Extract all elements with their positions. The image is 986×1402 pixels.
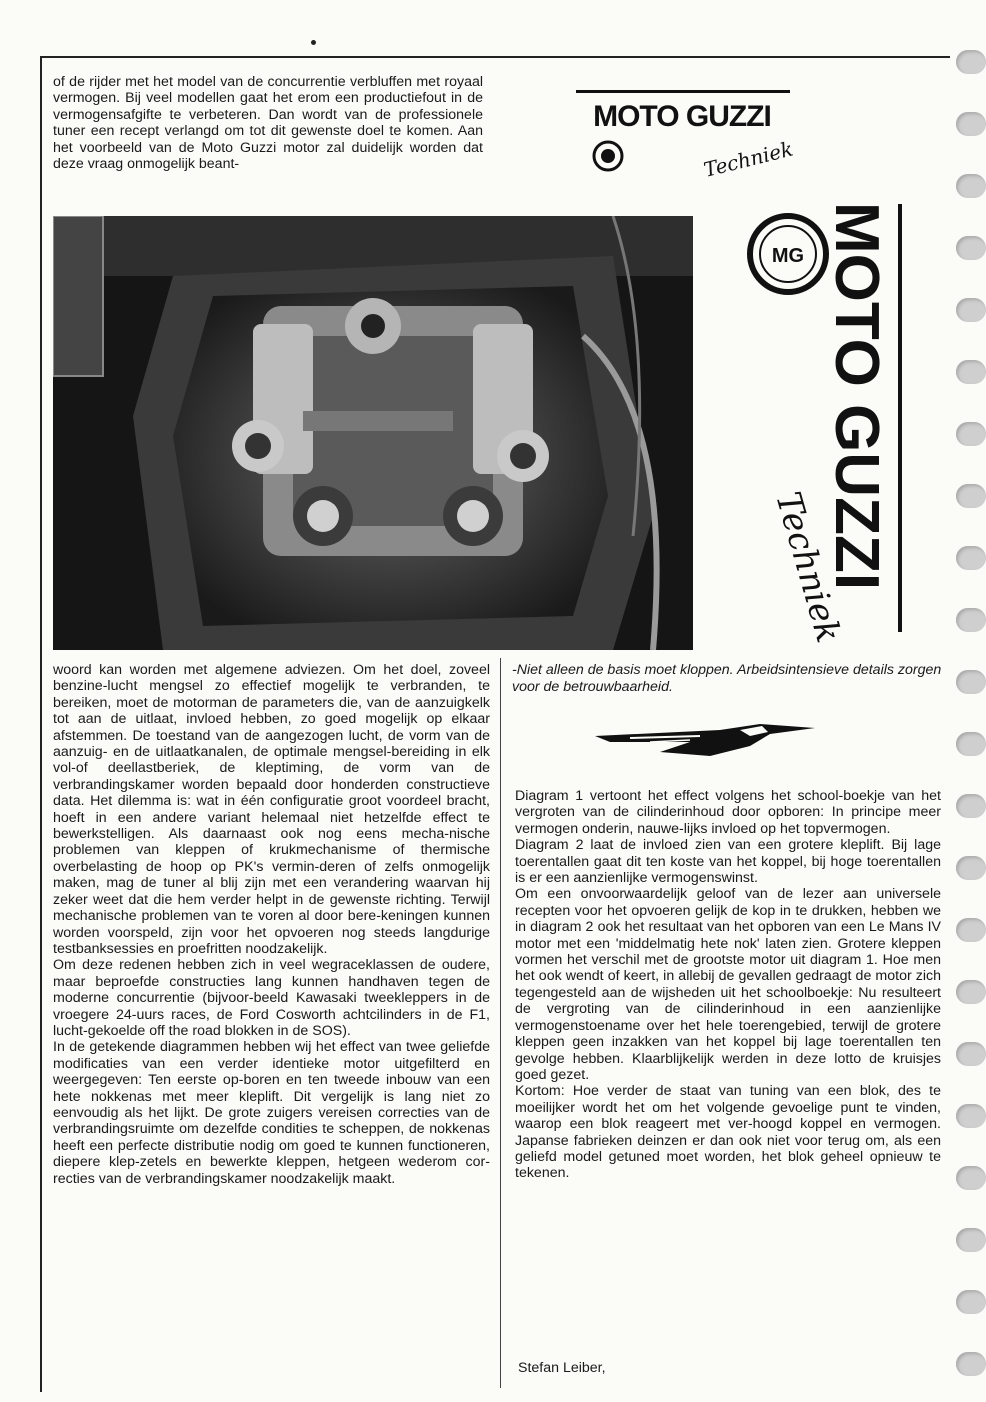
- binder-ring: [956, 236, 986, 260]
- binder-ring: [956, 1042, 986, 1066]
- moto-guzzi-logo-small: [574, 86, 806, 186]
- binder-ring: [956, 794, 986, 818]
- binder-ring: [956, 360, 986, 384]
- right-paragraph-3: Om een onvoorwaardelijk geloof van de lezer aan universele recepten voor het opvoeren gelijk de kop in te drukken, hebben we in diagram 2 ook het resultaat van het opboren van een Le Mans IV motor met een 'middelmatig hete nok' laten zien. Grotere kleppen vormen het verschil met de grootste motor uit diagram 1. Hoe men het ook wendt of keert, in allebij de gevallen gedraagt de motor zich tegengesteld aan de wijsheden uit het schoolboekje: Nu resulteert de vergroting van de cilinderinhoud in een aanzienlijke vermogenstoename over het hele toerengebied, terwijl de grotere kleppen geen inzakken van het koppel bij lage toerentallen ten gevolge hebben. Klaarblijkelijk werden in deze lotto de kruisjes goed gezet.: [515, 886, 941, 1083]
- binder-ring: [956, 484, 986, 508]
- binder-ring: [956, 980, 986, 1004]
- binder-ring: [956, 298, 986, 322]
- seal-text: MG: [771, 245, 805, 267]
- binder-rings: [950, 40, 986, 1402]
- left-paragraph-1: woord kan worden met algemene adviezen. Om het doel, zoveel benzine-lucht mengsel zo effectief mogelijk te verbranden, te bereiken, moet de motorman de parameters die, van de aanzuigkelk tot aan de uitlaat, invloed hebben, zo goed mogelijk op elkaar afstemmen. De toestand van de aangezogen lucht, de vorm van de aanzuig- en de uitlaatkanalen, de optimale mengsel-bereiding in elk vol-of deellastberiek, de kleptiming, de vorm van de verbrandingskamer worden bepaald door honderden constructieve data. Het dilemma is: wat in één configuratie groot voordeel bracht, hoeft in een andere variant helemaal niet hetzelfde effect te bewerkstelligen. Als daarnaast ook nog eens mecha-nische problemen van kleppen of krukmechanisme of thermische overbelasting de hoop op PK's vermin-deren of zelfs onmogelijk maken, mag de tuner al blij zijn met een verandering waarvan hij zeker weet dat die hem verder helpt in de gewenste richting. Terwijl mechanische problemen van te voren al door bere-keningen kunnen worden voorspeld, zijn voor het opvoeren nog steeds langdurige testbanksessies en proefritten noodzakelijk.: [53, 662, 490, 957]
- binder-ring: [956, 856, 986, 880]
- binder-ring: [956, 112, 986, 136]
- binder-ring: [956, 670, 986, 694]
- binder-ring: [956, 174, 986, 198]
- binder-ring: [956, 918, 986, 942]
- right-paragraph-4: Kortom: Hoe verder de staat van tuning van een blok, des te moeilijker wordt het om het volgende gevoelige punt te vinden, waarop een blok reageert met ver-hoogd koppel en vermogen. Japanse fabrieken deinzen er dan ook niet voor terug om, als een geliefd model getuned moet worden, het blok geheel opnieuw te tekenen.: [515, 1083, 941, 1182]
- eagle-emblem: [590, 722, 820, 762]
- binder-ring: [956, 608, 986, 632]
- binder-ring: [956, 50, 986, 74]
- binder-ring: [956, 1166, 986, 1190]
- left-column: [53, 662, 490, 1187]
- right-paragraph-2: Diagram 2 laat de invloed zien van een grotere kleplift. Bij lage toerentallen gaat dit ten koste van het koppel, bij hoge toerentallen is er een aanzienlijke vermogenswinst.: [515, 837, 941, 887]
- binder-ring: [956, 422, 986, 446]
- brand-name-vertical: MOTO GUZZI: [822, 202, 891, 591]
- punch-dot: [311, 40, 316, 45]
- right-paragraph-1: Diagram 1 vertoont het effect volgens het school-boekje van het vergroten van de cilinderinhoud door opboren: In principe meer vermogen onderin, nauwe-lijks invloed op het topvermogen.: [515, 788, 941, 837]
- binder-ring: [956, 1228, 986, 1252]
- author-signature: Stefan Leiber,: [518, 1360, 606, 1376]
- engine-photo: [53, 216, 693, 650]
- right-column: [515, 788, 941, 1182]
- left-paragraph-3: In de getekende diagrammen hebben wij het effect van twee geliefde modificaties van een verder identieke motor uitgefilterd en weergegeven: Ten eerste op-boren en ten tweede inbouw van een hete nokkenas met meer kleplift. Dit vergelijk is lang niet zo eenvoudig als het lijkt. De grote zuigers vereisen correcties van de verbrandingsruimte om dezelfde condities te scheppen, de nokkenas heeft een perfecte distributie nodig om goed te kunnen functioneren, diepere klep-zetels en bewerkte kleppen, hetgeen wederom cor-recties van de verbrandingskamer noodzakelijk maakt.: [53, 1039, 490, 1187]
- binder-ring: [956, 1352, 986, 1376]
- tagline-small: Techniek: [701, 136, 796, 182]
- binder-ring: [956, 1104, 986, 1128]
- binder-ring: [956, 732, 986, 756]
- intro-paragraph: of de rijder met het model van de concurrentie verbluffen met royaal vermogen. Bij veel modellen gaat het erom een productiefout in de vermogensafgifte te verbeteren. Dan wordt van de professionele tuner een recept verlangd om tot dit gewenste doel te komen. Aan het voorbeeld van de Moto Guzzi motor zal duidelijk worden dat deze vraag onmogelijk beant-: [53, 74, 483, 173]
- tagline-vertical: Techniek: [767, 487, 849, 646]
- left-paragraph-2: Om deze redenen hebben zich in veel wegraceklassen de oudere, maar beproefde constructies lang kunnen handhaven tegen de moderne concurrentie (bijvoor-beeld Kawasaki tweekleppers in de vroegere 24-uurs races, de Ford Cosworth achtcilinders in de F1, lucht-gekoelde off the road blokken in de SOS).: [53, 957, 490, 1039]
- binder-ring: [956, 1290, 986, 1314]
- brand-name-small: MOTO GUZZI: [593, 100, 771, 133]
- binder-ring: [956, 546, 986, 570]
- column-divider: [500, 658, 501, 1388]
- moto-guzzi-logo-vertical: [740, 196, 916, 646]
- photo-caption: -Niet alleen de basis moet kloppen. Arbeidsintensieve details zorgen voor de betrouwbaarheid.: [512, 662, 942, 695]
